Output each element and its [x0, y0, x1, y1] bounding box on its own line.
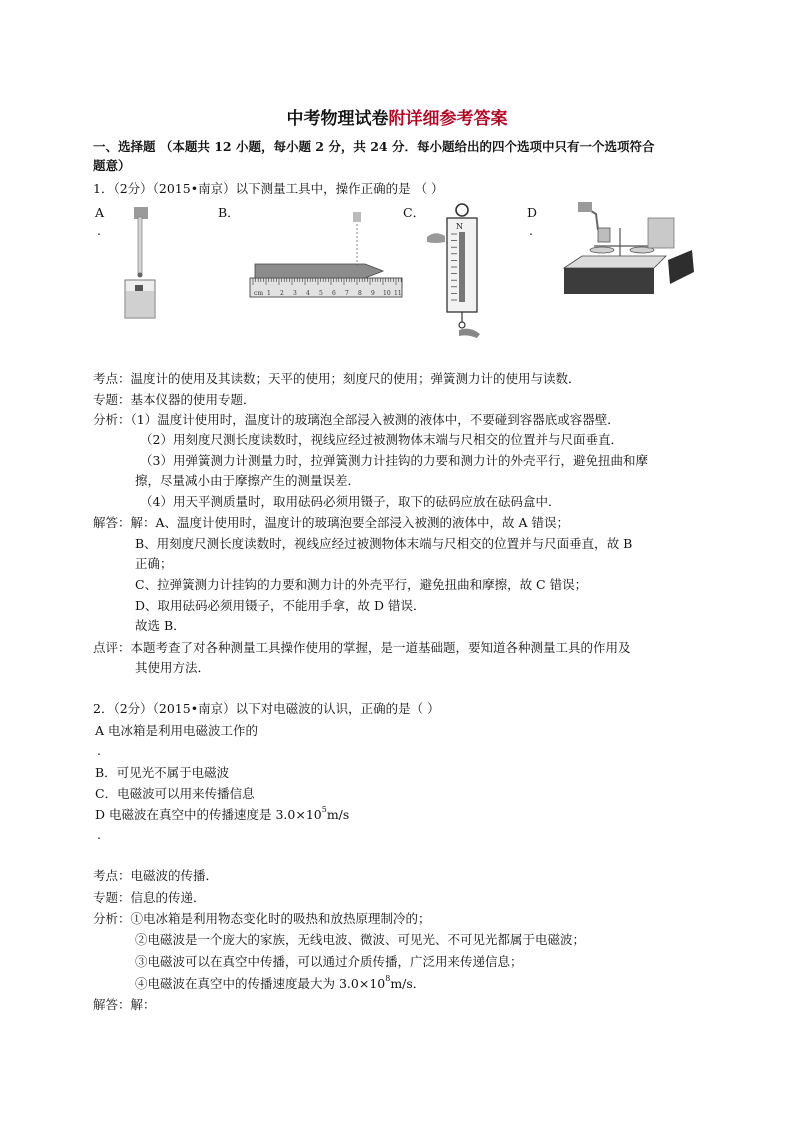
ruler-label: 8 — [358, 290, 362, 297]
q1-kaodian: 考点：温度计的使用及其读数；天平的使用；刻度尺的使用；弹簧测力计的使用与读数． — [93, 371, 581, 386]
section-heading-line1: 一、选择题 （本题共 12 小题，每小题 2 分，共 24 分．每小题给出的四个选项中只有一个选项符合 — [93, 139, 655, 154]
q2-option-d-dot: . — [97, 827, 101, 842]
beaker-label-mark — [135, 285, 143, 291]
title-black: 中考物理试卷 — [286, 109, 389, 129]
q2-fenxi-1: 分析：①电冰箱是利用物态变化时的吸热和放热原理制冷的； — [93, 911, 431, 926]
scale-unit-label: N — [456, 222, 463, 231]
hand-holding-shape — [427, 233, 445, 243]
hand-shape — [578, 202, 592, 212]
q2-option-d-text: D 电磁波在真空中的传播速度是 3.0×10 — [95, 807, 322, 822]
q2-fenxi-2: ②电磁波是一个庞大的家族，无线电波、微波、可见光、不可见光都属于电磁波； — [135, 932, 586, 947]
hand-pulling-shape — [459, 329, 480, 338]
q2-option-d — [95, 806, 349, 823]
ruler-label: 11 — [394, 290, 402, 297]
ruler-label: 6 — [332, 290, 336, 297]
q1-option-d-label: D — [527, 205, 538, 220]
thermometer-beaker-figure — [115, 205, 170, 320]
ruler-label: 7 — [345, 290, 349, 297]
q1-stem: 1．（2分）（2015•南京）以下测量工具中，操作正确的是 （ ） — [93, 181, 444, 196]
q1-jieda-4: C、拉弹簧测力计挂钩的力要和测力计的外壳平行，避免扭曲和摩擦，故 C 错误； — [135, 577, 588, 592]
q1-fenxi-2: （2）用刻度尺测长度读数时，视线应经过被测物体末端与尺相交的位置并与尺面垂直． — [140, 432, 623, 447]
q2-kaodian: 考点：电磁波的传播． — [93, 868, 219, 883]
eye-mark — [353, 212, 361, 222]
q2-option-a-dot: . — [97, 743, 101, 758]
q1-option-d-dot: . — [529, 223, 533, 238]
ruler-label: 10 — [383, 290, 391, 297]
balance-figure — [558, 200, 698, 300]
q1-option-a-label: A — [95, 205, 105, 220]
q1-jieda-5: D、取用砝码必须用镊子，不能用手拿，故 D 错误． — [135, 598, 426, 613]
page-title — [0, 104, 794, 129]
q1-fenxi-1: 分析：（1）温度计使用时，温度计的玻璃泡全部浸入被测的液体中，不要碰到容器底或容器壁． — [93, 412, 620, 427]
q1-option-c-label: C． — [403, 205, 426, 220]
ruler-label: 4 — [306, 290, 310, 297]
q1-option-b-label: B． — [218, 205, 240, 220]
q1-dianping-1: 点评：本题考查了对各种测量工具操作使用的掌握，是一道基础题，要知道各种测量工具的作用及 — [93, 640, 631, 655]
q2-jieda: 解答：解： — [93, 997, 156, 1012]
q1-jieda-1: 解答：解：A、温度计使用时，温度计的玻璃泡要全部浸入被测的液体中，故 A 错误； — [93, 515, 570, 530]
ruler-label: 3 — [293, 290, 297, 297]
q1-fenxi-5: （4）用天平测质量时，取用砝码必须用镊子，取下的砝码应放在砝码盒中． — [140, 494, 561, 509]
pencil-shape — [255, 264, 383, 278]
ruler-label: 5 — [319, 290, 323, 297]
backdrop-panel — [648, 218, 674, 248]
q2-fenxi-4-unit: m/s． — [390, 976, 426, 991]
q2-fenxi-4 — [135, 975, 425, 992]
balance-platform-top — [564, 256, 666, 268]
ruler-label: 1 — [267, 290, 271, 297]
q1-fenxi-4: 擦，尽量减小由于摩擦产生的测量误差． — [135, 473, 361, 488]
balance-pan-left — [590, 247, 614, 253]
beaker-liquid — [126, 291, 154, 317]
section-heading-line2: 题意） — [93, 158, 131, 173]
q2-option-c: C．电磁波可以用来传播信息 — [95, 786, 255, 801]
q2-option-a: A 电冰箱是利用电磁波工作的 — [95, 723, 259, 738]
q2-zhuanti: 专题：信息的传递． — [93, 890, 206, 905]
q1-jieda-6: 故选 B． — [135, 618, 186, 633]
ruler-label: 2 — [280, 290, 284, 297]
q2-fenxi-4-text: ④电磁波在真空中的传播速度最大为 3.0×10 — [135, 976, 386, 991]
balance-base — [564, 268, 654, 294]
weight-box — [668, 250, 694, 284]
q1-zhuanti: 专题：基本仪器的使用专题． — [93, 392, 256, 407]
scale-spring-slot — [459, 232, 465, 302]
thermometer-bulb — [138, 273, 143, 278]
q1-fenxi-3: （3）用弹簧测力计测量力时，拉弹簧测力计挂钩的力要和测力计的外壳平行，避免扭曲和摩 — [140, 453, 648, 468]
q2-fenxi-4-exponent: 8 — [385, 974, 391, 983]
spring-scale-figure — [425, 200, 500, 340]
q2-fenxi-3: ③电磁波可以在真空中传播，可以通过介质传播，广泛用来传递信息； — [135, 954, 523, 969]
q2-option-d-unit: m/s — [326, 807, 350, 822]
q1-option-a-dot: . — [97, 223, 101, 238]
ruler-label-unit: cm — [254, 290, 264, 297]
q1-jieda-2: B、用刻度尺测长度读数时，视线应经过被测物体末端与尺相交的位置并与尺面垂直，故 B — [135, 536, 633, 551]
title-red: 附详细参考答案 — [388, 109, 508, 129]
q2-option-b: B．可见光不属于电磁波 — [95, 765, 230, 780]
ruler-pencil-figure — [245, 210, 405, 300]
q1-dianping-2: 其使用方法． — [135, 660, 211, 675]
q1-jieda-3: 正确； — [135, 556, 173, 571]
weight-shape — [598, 228, 610, 242]
q2-option-d-exponent: 5 — [321, 805, 327, 814]
ruler-label: 9 — [371, 290, 375, 297]
q2-stem: 2．（2分）（2015•南京）以下对电磁波的认识，正确的是（ ） — [93, 701, 440, 716]
thermometer-tube — [138, 217, 142, 275]
scale-hook — [459, 322, 465, 328]
scale-top-ring — [456, 204, 468, 216]
